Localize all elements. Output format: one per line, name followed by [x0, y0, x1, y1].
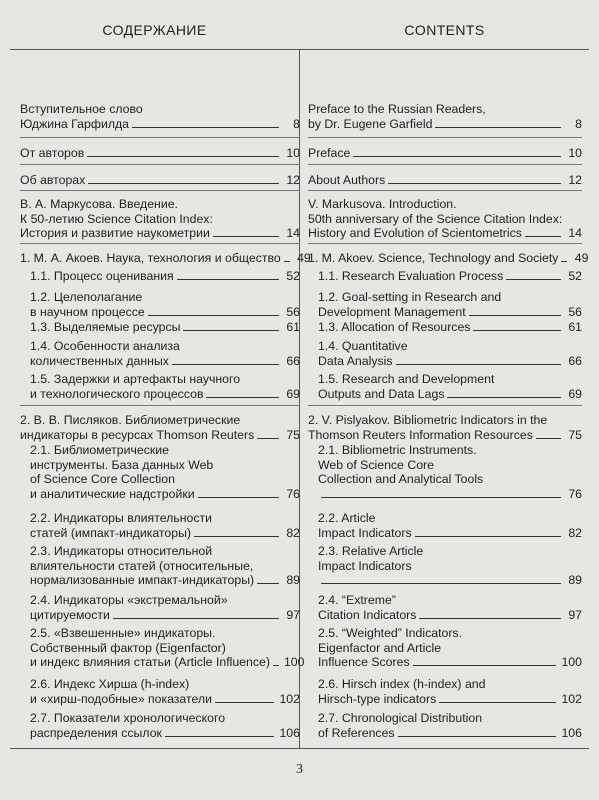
- toc-entry[interactable]: [20, 413, 300, 442]
- toc-page-number: 66: [286, 353, 300, 368]
- toc-entry-last-line: [318, 573, 582, 588]
- dot-leader: [469, 315, 561, 316]
- toc-entry-title-line: 2.2. Article: [318, 511, 376, 525]
- toc-page-number: 102: [279, 691, 300, 706]
- toc-page-number: 49: [297, 251, 311, 265]
- toc-page-number: 106: [561, 725, 582, 740]
- toc-page-number: 89: [568, 573, 582, 587]
- toc-entry-last-line: [30, 526, 300, 541]
- toc-entry[interactable]: [308, 197, 582, 241]
- toc-entry[interactable]: [20, 102, 300, 131]
- toc-entry-title-line: 1.3. Выделяемые ресурсы: [30, 320, 181, 334]
- toc-entry[interactable]: [318, 443, 582, 501]
- dot-leader: [561, 261, 567, 262]
- toc-entry[interactable]: [318, 711, 582, 740]
- toc-page-number: 102: [561, 691, 582, 706]
- toc-entry-title-line: 1.4. Quantitative: [318, 339, 408, 353]
- dot-leader: [165, 736, 275, 737]
- toc-entry-last-line: [308, 251, 589, 266]
- dot-leader: [536, 438, 561, 439]
- toc-entry-last-line: [30, 387, 300, 402]
- toc-entry[interactable]: [318, 290, 582, 319]
- toc-entry-title-line: History and Evolution of Scientometrics: [308, 226, 522, 240]
- dot-leader: [273, 665, 279, 666]
- dot-leader: [257, 438, 279, 439]
- toc-entry-title-line: Impact Indicators: [318, 525, 412, 540]
- dot-leader: [177, 279, 279, 280]
- dot-leader: [506, 279, 561, 280]
- toc-page-number: 97: [286, 607, 300, 622]
- toc-entry[interactable]: [30, 339, 300, 368]
- toc-entry-last-line: [318, 726, 582, 741]
- toc-entry-title-line: и технологического процессов: [30, 386, 204, 401]
- toc-page-number: 8: [293, 116, 300, 131]
- toc-page-number: 76: [286, 486, 300, 501]
- toc-entry[interactable]: [30, 677, 300, 706]
- toc-page-number: 14: [286, 226, 300, 240]
- toc-entry-title-line: V. Markusova. Introduction.: [308, 197, 457, 211]
- toc-entry-last-line: [308, 428, 582, 443]
- toc-entry-title-line: Hirsch-type indicators: [318, 691, 437, 706]
- toc-entry-last-line: [20, 251, 311, 266]
- toc-entry-title-line: и индекс влияния статьи (Article Influence): [30, 655, 270, 669]
- toc-entry-title-line: Outputs and Data Lags: [318, 386, 445, 401]
- toc-entry-title-line: Preface to the Russian Readers,: [308, 102, 486, 116]
- toc-entry[interactable]: [20, 197, 300, 241]
- toc-entry-title-line: 2. В. В. Писляков. Библиометрические: [20, 413, 241, 427]
- toc-entry-last-line: [318, 692, 582, 707]
- toc-entry-title-line: Influence Scores: [318, 655, 410, 669]
- toc-page-number: 52: [286, 269, 300, 283]
- toc-entry-last-line: [20, 117, 300, 132]
- toc-entry-title-line: Development Management: [318, 304, 466, 319]
- toc-entry-last-line: [308, 226, 582, 241]
- toc-entry-last-line: [30, 573, 300, 588]
- toc-entry-title-line: 2.1. Bibliometric Instruments.: [318, 443, 477, 457]
- toc-entry[interactable]: [308, 413, 582, 442]
- toc-entry-title-line: 2.5. “Weighted” Indicators.: [318, 626, 462, 640]
- toc-page-number: 75: [568, 427, 582, 442]
- toc-page-number: 10: [568, 146, 582, 160]
- toc-entry-title-line: 1.2. Goal-setting in Research and: [318, 290, 502, 304]
- toc-entry-title-line: влиятельности статей (относительные,: [30, 558, 254, 573]
- toc-entry[interactable]: [318, 544, 582, 588]
- toc-entry[interactable]: [30, 511, 300, 540]
- toc-entry[interactable]: [30, 269, 300, 284]
- toc-entry-title-line: и «хирш-подобные» показатели: [30, 691, 212, 706]
- dot-leader: [88, 183, 279, 184]
- toc-entry-last-line: [318, 487, 582, 502]
- toc-page-number: 76: [568, 486, 582, 501]
- toc-entry-title-line: 1.2. Целеполагание: [30, 290, 143, 304]
- dot-leader: [388, 183, 561, 184]
- dot-leader: [172, 364, 279, 365]
- toc-entry-title-line: 1.1. Research Evaluation Process: [318, 269, 504, 283]
- toc-entry-title-line: нормализованные импакт-индикаторы): [30, 573, 255, 587]
- toc-entry[interactable]: [30, 626, 305, 670]
- toc-entry[interactable]: [30, 711, 300, 740]
- dot-leader: [183, 330, 279, 331]
- dot-leader: [194, 536, 279, 537]
- toc-entry[interactable]: [20, 173, 300, 188]
- toc-entry-last-line: [20, 226, 300, 241]
- toc-entry-title-line: 2.6. Индекс Хирша (h-index): [30, 677, 190, 691]
- toc-entry[interactable]: [30, 372, 300, 401]
- toc-entry-title-line: Юджина Гарфилда: [20, 116, 130, 131]
- toc-entry-title-line: 1.5. Задержки и артефакты научного: [30, 372, 241, 386]
- dot-leader: [213, 236, 279, 237]
- toc-entry-last-line: [30, 487, 300, 502]
- toc-entry-last-line: [318, 655, 582, 670]
- toc-entry-title-line: 2.2. Индикаторы влиятельности: [30, 511, 212, 525]
- toc-page-number: 100: [561, 655, 582, 669]
- toc-entry-title-line: От авторов: [20, 146, 85, 160]
- dot-leader: [473, 330, 561, 331]
- dot-leader: [396, 364, 561, 365]
- toc-entry[interactable]: [30, 320, 300, 335]
- toc-entry-title-line: 2.7. Chronological Distribution: [318, 711, 483, 725]
- toc-entry[interactable]: [308, 173, 582, 188]
- toc-entry-title-line: цитируемости: [30, 607, 110, 622]
- dot-leader: [215, 702, 274, 703]
- toc-page-number: 75: [286, 427, 300, 442]
- toc-entry[interactable]: [318, 626, 582, 670]
- section-separator: [20, 243, 300, 244]
- toc-entry-last-line: [30, 655, 305, 670]
- dot-leader: [284, 261, 290, 262]
- toc-entry-last-line: [30, 608, 300, 623]
- toc-entry-title-line: of Science Core Collection: [30, 472, 175, 486]
- toc-entry-title-line: of References: [318, 725, 395, 740]
- toc-entry-title-line: К 50-летию Science Citation Index:: [20, 211, 213, 226]
- toc-entry-last-line: [30, 269, 300, 284]
- toc-entry-last-line: [318, 608, 582, 623]
- toc-entry-last-line: [20, 428, 300, 443]
- toc-entry-title-line: About Authors: [308, 173, 386, 187]
- toc-entry-title-line: 1.3. Allocation of Resources: [318, 320, 471, 334]
- toc-entry[interactable]: [308, 146, 582, 161]
- toc-column-en: [308, 0, 589, 748]
- toc-entry-title-line: История и развитие наукометрии: [20, 226, 210, 240]
- dot-leader: [435, 127, 561, 128]
- toc-entry-title-line: 2. V. Pislyakov. Bibliometric Indicators in the: [308, 413, 548, 427]
- toc-entry[interactable]: [308, 102, 582, 131]
- section-separator: [308, 164, 582, 165]
- dot-leader: [419, 618, 561, 619]
- toc-entry[interactable]: [318, 339, 582, 368]
- toc-entry[interactable]: [318, 372, 582, 401]
- toc-page-number: 97: [568, 607, 582, 622]
- toc-page-number: 89: [286, 573, 300, 587]
- toc-page-number: 66: [568, 353, 582, 368]
- toc-entry-last-line: [20, 173, 300, 188]
- toc-entry-last-line: [308, 146, 582, 161]
- toc-entry[interactable]: [20, 146, 300, 161]
- toc-page-number: 12: [286, 173, 300, 187]
- toc-page-number: 14: [568, 226, 582, 240]
- toc-entry-title-line: 2.5. «Взвешенные» индикаторы.: [30, 626, 216, 640]
- toc-page-number: 100: [283, 655, 305, 669]
- dot-leader: [415, 536, 561, 537]
- section-separator: [308, 243, 582, 244]
- toc-entry-title-line: статей (импакт-индикаторы): [30, 525, 192, 540]
- toc-entry[interactable]: [318, 511, 582, 540]
- toc-entry-title-line: В. А. Маркусова. Введение.: [20, 197, 178, 211]
- toc-page-number: 69: [568, 386, 582, 401]
- toc-page-number: 52: [568, 269, 582, 283]
- dot-leader: [321, 497, 561, 498]
- dot-leader: [321, 583, 561, 584]
- toc-entry-title-line: 2.3. Индикаторы относительной: [30, 544, 213, 558]
- toc-entry-title-line: Preface: [308, 146, 351, 160]
- toc-entry-last-line: [318, 320, 582, 335]
- toc-entry-last-line: [30, 726, 300, 741]
- toc-entry[interactable]: [318, 269, 582, 284]
- toc-entry-title-line: Data Analysis: [318, 353, 393, 368]
- section-separator: [20, 405, 300, 406]
- section-separator: [308, 190, 582, 191]
- toc-entry-last-line: [20, 146, 300, 161]
- toc-entry-title-line: количественных данных: [30, 353, 169, 368]
- toc-entry-title-line: 2.6. Hirsch index (h-index) and: [318, 677, 486, 691]
- toc-entry[interactable]: [318, 593, 582, 622]
- toc-page-number: 69: [286, 386, 300, 401]
- toc-entry-title-line: Вступительное слово: [20, 102, 143, 116]
- toc-entry[interactable]: [30, 593, 300, 622]
- page-number: 3: [296, 762, 303, 777]
- toc-entry[interactable]: [20, 251, 311, 266]
- dot-leader: [439, 702, 556, 703]
- toc-entry-last-line: [318, 387, 582, 402]
- toc-page-number: 61: [568, 320, 582, 334]
- toc-entry-title-line: распределения ссылок: [30, 725, 162, 740]
- toc-column-ru: [20, 0, 311, 748]
- toc-entry-last-line: [30, 354, 300, 369]
- toc-entry[interactable]: [30, 443, 300, 501]
- toc-page-number: 12: [568, 173, 582, 187]
- toc-entry-title-line: 2.1. Библиометрические: [30, 443, 169, 457]
- toc-entry-title-line: Collection and Analytical Tools: [318, 472, 484, 486]
- toc-page-number: 82: [286, 525, 300, 540]
- toc-entry-title-line: 1. М. А. Акоев. Наука, технология и общество: [20, 251, 281, 265]
- bottom-rule: [10, 748, 589, 749]
- toc-entry[interactable]: [308, 251, 589, 266]
- toc-entry-last-line: [318, 526, 582, 541]
- dot-leader: [447, 397, 561, 398]
- toc-page-number: 56: [568, 304, 582, 319]
- toc-entry-title-line: 1.1. Процесс оценивания: [30, 269, 174, 283]
- toc-entry-last-line: [30, 320, 300, 335]
- toc-entry-title-line: Собственный фактор (Eigenfactor): [30, 640, 226, 655]
- toc-entry-title-line: 1. M. Akoev. Science, Technology and Society: [308, 251, 559, 265]
- toc-entry-last-line: [318, 269, 582, 284]
- dot-leader: [525, 236, 561, 237]
- toc-page-number: 61: [286, 320, 300, 334]
- dot-leader: [353, 156, 561, 157]
- toc-entry-title-line: инструменты. База данных Web: [30, 457, 214, 472]
- toc-page-number: 82: [568, 525, 582, 540]
- dot-leader: [113, 618, 279, 619]
- toc-entry-last-line: [30, 305, 300, 320]
- toc-entry-title-line: by Dr. Eugene Garfield: [308, 116, 433, 131]
- section-separator: [308, 405, 582, 406]
- toc-entry-title-line: 2.4. Индикаторы «экстремальной»: [30, 593, 228, 607]
- dot-leader: [198, 497, 279, 498]
- toc-entry[interactable]: [30, 290, 300, 319]
- toc-entry-last-line: [30, 692, 300, 707]
- toc-entry-title-line: 1.4. Особенности анализа: [30, 339, 180, 353]
- toc-entry-title-line: 1.5. Research and Development: [318, 372, 495, 386]
- toc-entry-title-line: Об авторах: [20, 173, 86, 187]
- section-separator: [20, 137, 300, 138]
- toc-entry-title-line: в научном процессе: [30, 304, 145, 319]
- section-separator: [20, 164, 300, 165]
- toc-entry[interactable]: [30, 544, 300, 588]
- toc-entry-title-line: индикаторы в ресурсах Thomson Reuters: [20, 427, 255, 442]
- contents-heading-en: CONTENTS: [404, 22, 485, 38]
- toc-entry-title-line: Impact Indicators: [318, 558, 412, 573]
- dot-leader: [206, 397, 279, 398]
- dot-leader: [413, 665, 557, 666]
- section-separator: [20, 190, 300, 191]
- toc-page-number: 49: [574, 251, 589, 265]
- toc-entry-title-line: 50th anniversary of the Science Citation Index:: [308, 211, 563, 226]
- toc-page-number: 8: [575, 116, 582, 131]
- dot-leader: [398, 736, 557, 737]
- toc-entry-title-line: Web of Science Core: [318, 457, 434, 472]
- dot-leader: [257, 583, 279, 584]
- toc-page-number: 56: [286, 304, 300, 319]
- toc-entry-title-line: Citation Indicators: [318, 607, 417, 622]
- toc-entry-title-line: 2.3. Relative Article: [318, 544, 424, 558]
- toc-entry[interactable]: [318, 677, 582, 706]
- dot-leader: [148, 315, 279, 316]
- toc-entry-title-line: Thomson Reuters Information Resources: [308, 427, 533, 442]
- section-separator: [308, 137, 582, 138]
- toc-entry[interactable]: [318, 320, 582, 335]
- dot-leader: [87, 156, 279, 157]
- toc-entry-title-line: и аналитические надстройки: [30, 486, 195, 501]
- toc-entry-last-line: [308, 173, 582, 188]
- contents-heading-ru: СОДЕРЖАНИЕ: [102, 22, 207, 38]
- toc-entry-last-line: [318, 305, 582, 320]
- toc-entry-last-line: [308, 117, 582, 132]
- toc-entry-title-line: Eigenfactor and Article: [318, 640, 442, 655]
- toc-entry-last-line: [318, 354, 582, 369]
- toc-page-number: 10: [286, 146, 300, 160]
- dot-leader: [132, 127, 279, 128]
- toc-entry-title-line: 2.4. “Extreme”: [318, 593, 396, 607]
- toc-page-number: 106: [279, 725, 300, 740]
- toc-entry-title-line: 2.7. Показатели хронологического: [30, 711, 226, 725]
